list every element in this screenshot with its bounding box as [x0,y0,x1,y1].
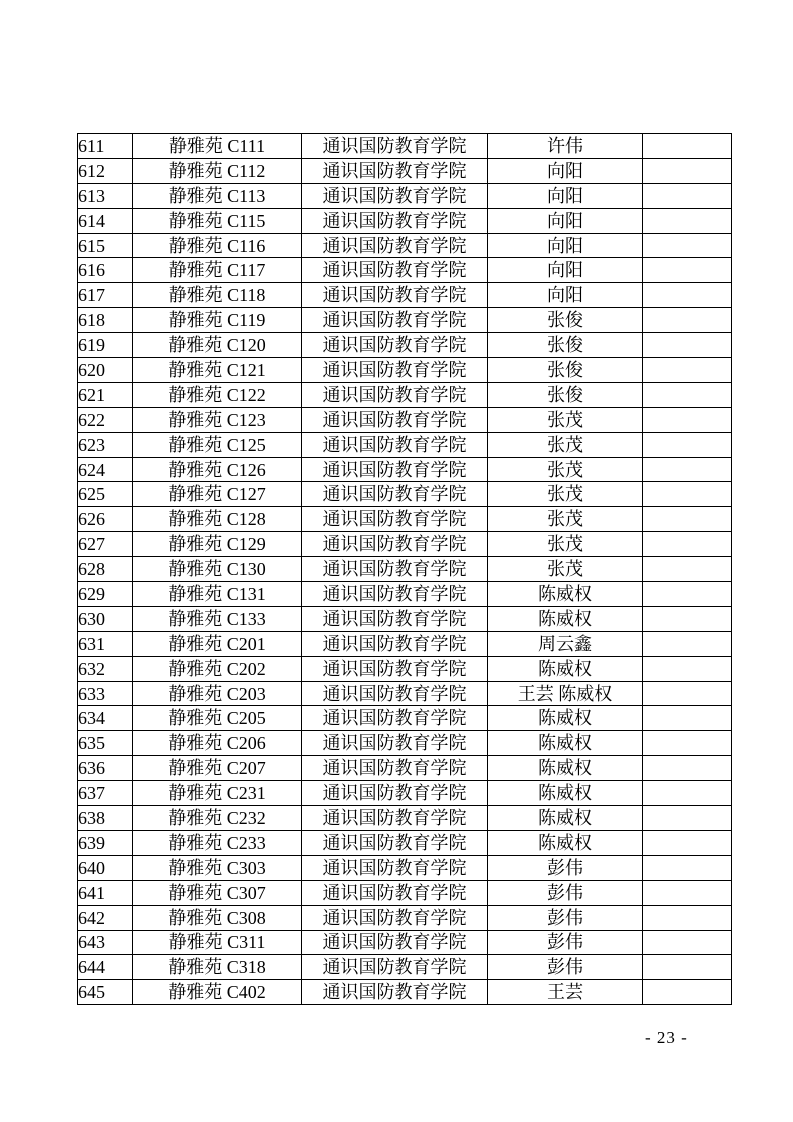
table-row [78,557,732,582]
row-number-cell: 633 [78,681,133,706]
table-row [78,333,732,358]
college-cell: 通识国防教育学院 [302,208,488,233]
college-cell: 通识国防教育学院 [302,681,488,706]
room-cell: 静雅苑 C307 [133,880,302,905]
person-name-cell: 陈威权 [488,830,643,855]
college-cell: 通识国防教育学院 [302,980,488,1005]
room-cell: 静雅苑 C131 [133,582,302,607]
row-number-cell: 639 [78,830,133,855]
person-name-cell: 张俊 [488,308,643,333]
row-number-cell: 622 [78,407,133,432]
table-row [78,507,732,532]
row-number-cell: 636 [78,756,133,781]
college-cell: 通识国防教育学院 [302,258,488,283]
note-cell [643,233,732,258]
table-row [78,681,732,706]
person-name-cell: 彭伟 [488,930,643,955]
table-row [78,806,732,831]
person-name-cell: 张俊 [488,333,643,358]
room-cell: 静雅苑 C205 [133,706,302,731]
college-cell: 通识国防教育学院 [302,482,488,507]
college-cell: 通识国防教育学院 [302,606,488,631]
person-name-cell: 陈威权 [488,806,643,831]
row-number-cell: 642 [78,905,133,930]
table-row [78,631,732,656]
note-cell [643,681,732,706]
person-name-cell: 王芸 [488,980,643,1005]
row-number-cell: 638 [78,806,133,831]
person-name-cell: 彭伟 [488,905,643,930]
note-cell [643,482,732,507]
person-name-cell: 向阳 [488,233,643,258]
college-cell: 通识国防教育学院 [302,756,488,781]
college-cell: 通识国防教育学院 [302,308,488,333]
row-number-cell: 611 [78,134,133,159]
note-cell [643,382,732,407]
room-cell: 静雅苑 C207 [133,756,302,781]
person-name-cell: 彭伟 [488,955,643,980]
room-cell: 静雅苑 C129 [133,532,302,557]
row-number-cell: 629 [78,582,133,607]
table-row [78,706,732,731]
row-number-cell: 618 [78,308,133,333]
table-row [78,582,732,607]
person-name-cell: 陈威权 [488,756,643,781]
college-cell: 通识国防教育学院 [302,134,488,159]
table-row [78,407,732,432]
person-name-cell: 向阳 [488,208,643,233]
row-number-cell: 643 [78,930,133,955]
row-number-cell: 632 [78,656,133,681]
college-cell: 通识国防教育学院 [302,158,488,183]
person-name-cell: 张茂 [488,407,643,432]
college-cell: 通识国防教育学院 [302,283,488,308]
college-cell: 通识国防教育学院 [302,656,488,681]
row-number-cell: 613 [78,183,133,208]
row-number-cell: 634 [78,706,133,731]
note-cell [643,457,732,482]
room-cell: 静雅苑 C203 [133,681,302,706]
room-cell: 静雅苑 C111 [133,134,302,159]
row-number-cell: 640 [78,855,133,880]
row-number-cell: 644 [78,955,133,980]
college-cell: 通识国防教育学院 [302,855,488,880]
table-row [78,905,732,930]
person-name-cell: 彭伟 [488,880,643,905]
room-cell: 静雅苑 C122 [133,382,302,407]
row-number-cell: 630 [78,606,133,631]
row-number-cell: 631 [78,631,133,656]
note-cell [643,308,732,333]
person-name-cell: 向阳 [488,183,643,208]
table-row [78,432,732,457]
row-number-cell: 614 [78,208,133,233]
table-row [78,980,732,1005]
note-cell [643,781,732,806]
person-name-cell: 周云鑫 [488,631,643,656]
person-name-cell: 张茂 [488,457,643,482]
person-name-cell: 陈威权 [488,706,643,731]
note-cell [643,532,732,557]
table-row [78,283,732,308]
note-cell [643,557,732,582]
person-name-cell: 许伟 [488,134,643,159]
note-cell [643,582,732,607]
room-cell: 静雅苑 C231 [133,781,302,806]
note-cell [643,980,732,1005]
college-cell: 通识国防教育学院 [302,830,488,855]
row-number-cell: 626 [78,507,133,532]
room-cell: 静雅苑 C303 [133,855,302,880]
person-name-cell: 张茂 [488,532,643,557]
table-row [78,233,732,258]
table-row [78,208,732,233]
person-name-cell: 陈威权 [488,656,643,681]
person-name-cell: 陈威权 [488,731,643,756]
note-cell [643,706,732,731]
college-cell: 通识国防教育学院 [302,582,488,607]
college-cell: 通识国防教育学院 [302,432,488,457]
row-number-cell: 641 [78,880,133,905]
table-row [78,830,732,855]
person-name-cell: 向阳 [488,258,643,283]
table-row [78,183,732,208]
row-number-cell: 627 [78,532,133,557]
row-number-cell: 635 [78,731,133,756]
table-row [78,532,732,557]
college-cell: 通识国防教育学院 [302,457,488,482]
room-cell: 静雅苑 C206 [133,731,302,756]
room-cell: 静雅苑 C118 [133,283,302,308]
table-row [78,756,732,781]
college-cell: 通识国防教育学院 [302,706,488,731]
table-row [78,158,732,183]
person-name-cell: 张茂 [488,432,643,457]
row-number-cell: 616 [78,258,133,283]
dormitory-assignment-table [77,133,732,1005]
person-name-cell: 张茂 [488,482,643,507]
person-name-cell: 张俊 [488,358,643,383]
note-cell [643,955,732,980]
person-name-cell: 张俊 [488,382,643,407]
college-cell: 通识国防教育学院 [302,233,488,258]
note-cell [643,756,732,781]
note-cell [643,606,732,631]
college-cell: 通识国防教育学院 [302,382,488,407]
room-cell: 静雅苑 C133 [133,606,302,631]
note-cell [643,183,732,208]
college-cell: 通识国防教育学院 [302,358,488,383]
college-cell: 通识国防教育学院 [302,183,488,208]
note-cell [643,283,732,308]
row-number-cell: 623 [78,432,133,457]
room-cell: 静雅苑 C201 [133,631,302,656]
table-row [78,880,732,905]
college-cell: 通识国防教育学院 [302,557,488,582]
table-row [78,382,732,407]
note-cell [643,407,732,432]
table-body [78,134,732,1005]
room-cell: 静雅苑 C119 [133,308,302,333]
row-number-cell: 615 [78,233,133,258]
note-cell [643,855,732,880]
table-row [78,855,732,880]
note-cell [643,830,732,855]
note-cell [643,333,732,358]
note-cell [643,656,732,681]
person-name-cell: 陈威权 [488,582,643,607]
row-number-cell: 612 [78,158,133,183]
room-cell: 静雅苑 C127 [133,482,302,507]
note-cell [643,631,732,656]
room-cell: 静雅苑 C130 [133,557,302,582]
row-number-cell: 645 [78,980,133,1005]
college-cell: 通识国防教育学院 [302,333,488,358]
row-number-cell: 637 [78,781,133,806]
college-cell: 通识国防教育学院 [302,930,488,955]
note-cell [643,158,732,183]
room-cell: 静雅苑 C113 [133,183,302,208]
person-name-cell: 向阳 [488,158,643,183]
college-cell: 通识国防教育学院 [302,905,488,930]
table-row [78,930,732,955]
person-name-cell: 陈威权 [488,781,643,806]
row-number-cell: 621 [78,382,133,407]
table-row [78,308,732,333]
room-cell: 静雅苑 C402 [133,980,302,1005]
row-number-cell: 620 [78,358,133,383]
table-row [78,955,732,980]
room-cell: 静雅苑 C117 [133,258,302,283]
person-name-cell: 彭伟 [488,855,643,880]
table-row [78,731,732,756]
table-row [78,457,732,482]
college-cell: 通识国防教育学院 [302,731,488,756]
college-cell: 通识国防教育学院 [302,781,488,806]
row-number-cell: 617 [78,283,133,308]
row-number-cell: 619 [78,333,133,358]
table-row [78,134,732,159]
note-cell [643,930,732,955]
room-cell: 静雅苑 C123 [133,407,302,432]
room-cell: 静雅苑 C311 [133,930,302,955]
room-cell: 静雅苑 C112 [133,158,302,183]
college-cell: 通识国防教育学院 [302,407,488,432]
table-row [78,358,732,383]
table-row [78,258,732,283]
table-row [78,606,732,631]
table-row [78,656,732,681]
table-row [78,482,732,507]
room-cell: 静雅苑 C116 [133,233,302,258]
college-cell: 通识国防教育学院 [302,880,488,905]
note-cell [643,806,732,831]
note-cell [643,905,732,930]
room-cell: 静雅苑 C125 [133,432,302,457]
room-cell: 静雅苑 C232 [133,806,302,831]
note-cell [643,432,732,457]
room-cell: 静雅苑 C233 [133,830,302,855]
room-cell: 静雅苑 C308 [133,905,302,930]
college-cell: 通识国防教育学院 [302,806,488,831]
note-cell [643,507,732,532]
person-name-cell: 陈威权 [488,606,643,631]
person-name-cell: 张茂 [488,507,643,532]
note-cell [643,134,732,159]
note-cell [643,258,732,283]
note-cell [643,358,732,383]
room-cell: 静雅苑 C121 [133,358,302,383]
person-name-cell: 张茂 [488,557,643,582]
person-name-cell: 向阳 [488,283,643,308]
room-cell: 静雅苑 C202 [133,656,302,681]
note-cell [643,208,732,233]
room-cell: 静雅苑 C120 [133,333,302,358]
college-cell: 通识国防教育学院 [302,955,488,980]
college-cell: 通识国防教育学院 [302,631,488,656]
note-cell [643,880,732,905]
table-row [78,781,732,806]
room-cell: 静雅苑 C318 [133,955,302,980]
page-number: - 23 - [645,1028,688,1047]
room-cell: 静雅苑 C128 [133,507,302,532]
note-cell [643,731,732,756]
row-number-cell: 625 [78,482,133,507]
college-cell: 通识国防教育学院 [302,507,488,532]
row-number-cell: 624 [78,457,133,482]
room-cell: 静雅苑 C115 [133,208,302,233]
room-cell: 静雅苑 C126 [133,457,302,482]
college-cell: 通识国防教育学院 [302,532,488,557]
person-name-cell: 王芸 陈威权 [488,681,643,706]
row-number-cell: 628 [78,557,133,582]
